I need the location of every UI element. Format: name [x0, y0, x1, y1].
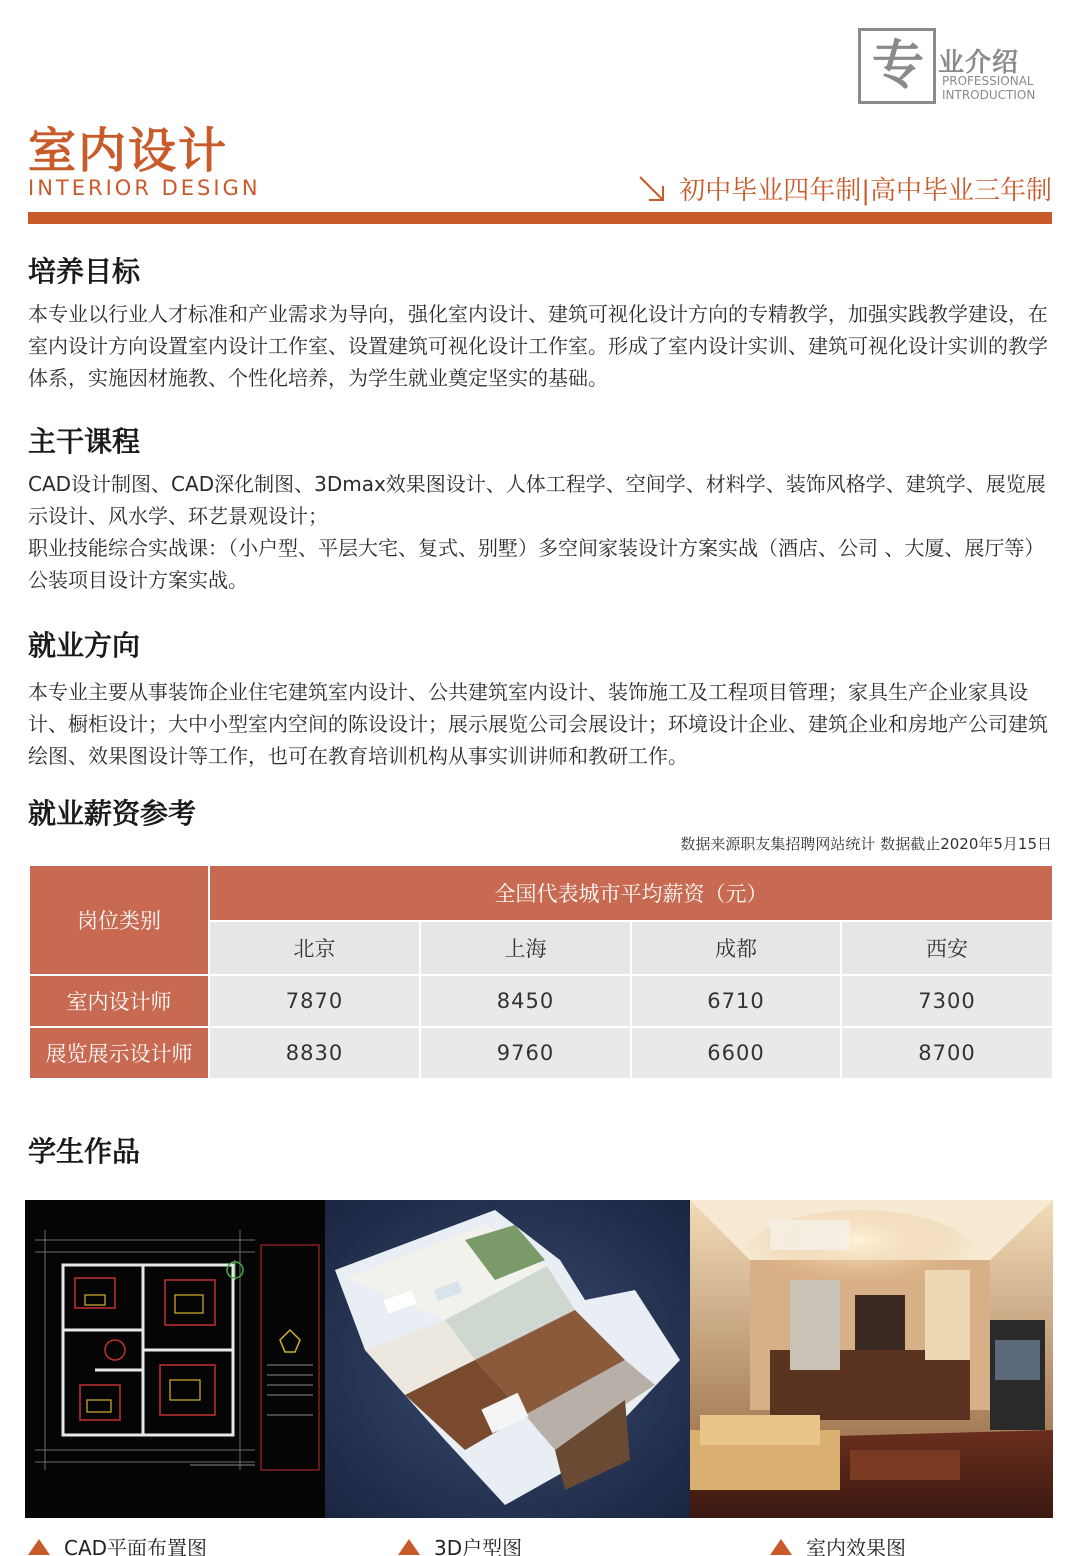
title-divider: [28, 212, 1052, 224]
courses-line2: 职业技能综合实战课：（小户型、平层大宅、复式、别墅）多空间家装设计方案实战（酒店、公司 、大厦、展厅等）公装项目设计方案实战。: [28, 536, 1045, 592]
badge-en-line1: PROFESSIONAL: [942, 74, 1034, 88]
works-heading: 学生作品: [28, 1135, 141, 1168]
work-caption-3d: [398, 1532, 522, 1556]
table-city: 西安: [842, 922, 1052, 974]
triangle-icon: [770, 1539, 792, 1555]
program-text: 初中毕业四年制|高中毕业三年制: [679, 176, 1052, 206]
arrow-down-right-icon: [637, 174, 667, 204]
work-caption-cad: [28, 1532, 207, 1556]
3d-floor-plan-image: [325, 1200, 690, 1518]
courses-text: [28, 468, 1058, 596]
salary-source: 数据来源职友集招聘网站统计 数据截止2020年5月15日: [680, 835, 1052, 853]
table-city: 北京: [210, 922, 419, 974]
works-gallery: [25, 1200, 1053, 1518]
table-row-label: 室内设计师: [30, 976, 208, 1026]
careers-heading: 就业方向: [28, 629, 141, 662]
table-city: 成都: [632, 922, 840, 974]
triangle-icon: [28, 1539, 50, 1555]
table-cell: 9760: [421, 1028, 630, 1078]
table-cell: 7870: [210, 976, 419, 1026]
table-col-header: 岗位类别: [30, 866, 208, 974]
table-group-header: 全国代表城市平均薪资（元）: [210, 866, 1052, 920]
work-caption-text: CAD平面布置图: [64, 1536, 208, 1556]
cad-floor-plan-image: [25, 1200, 325, 1518]
triangle-icon: [398, 1539, 420, 1555]
interior-render-image: [690, 1200, 1053, 1518]
badge-en-line2: INTRODUCTION: [942, 88, 1036, 102]
table-cell: 8450: [421, 976, 630, 1026]
page-title: 室内设计: [28, 123, 229, 179]
table-cell: 8830: [210, 1028, 419, 1078]
section-badge: [858, 28, 1048, 106]
table-cell: 6710: [632, 976, 840, 1026]
badge-english: [942, 74, 1035, 102]
table-cell: 7300: [842, 976, 1052, 1026]
program-duration: [637, 170, 1052, 207]
table-row-label: 展览展示设计师: [30, 1028, 208, 1078]
courses-heading: 主干课程: [28, 425, 141, 458]
salary-heading: 就业薪资参考: [28, 797, 197, 830]
work-caption-text: 室内效果图: [806, 1536, 906, 1556]
salary-table: [30, 866, 1052, 1078]
work-caption-text: 3D户型图: [434, 1536, 523, 1556]
table-cell: 6600: [632, 1028, 840, 1078]
table-cell: 8700: [842, 1028, 1052, 1078]
courses-line1: CAD设计制图、CAD深化制图、3Dmax效果图设计、人体工程学、空间学、材料学、装饰风格学、建筑学、展览展示设计、风水学、环艺景观设计；: [28, 472, 1046, 528]
goals-heading: 培养目标: [28, 255, 141, 288]
table-city: 上海: [421, 922, 630, 974]
badge-char: 专: [872, 36, 925, 96]
work-caption-render: [770, 1532, 906, 1556]
goals-text: 本专业以行业人才标准和产业需求为导向，强化室内设计、建筑可视化设计方向的专精教学，加强实践教学建设，在室内设计方向设置室内设计工作室、设置建筑可视化设计工作室。形成了室内设计实训、建筑可视化设计实训的教学体系，实施因材施教、个性化培养，为学生就业奠定坚实的基础。: [28, 302, 1048, 390]
page-subtitle-en: INTERIOR DESIGN: [28, 176, 261, 200]
badge-title: 业介绍: [938, 48, 1020, 78]
careers-text: 本专业主要从事装饰企业住宅建筑室内设计、公共建筑室内设计、装饰施工及工程项目管理；家具生产企业家具设计、橱柜设计；大中小型室内空间的陈设设计；展示展览公司会展设计；环境设计企业、建筑企业和房地产公司建筑绘图、效果图设计等工作，也可在教育培训机构从事实训讲师和教研工作。: [28, 680, 1048, 768]
